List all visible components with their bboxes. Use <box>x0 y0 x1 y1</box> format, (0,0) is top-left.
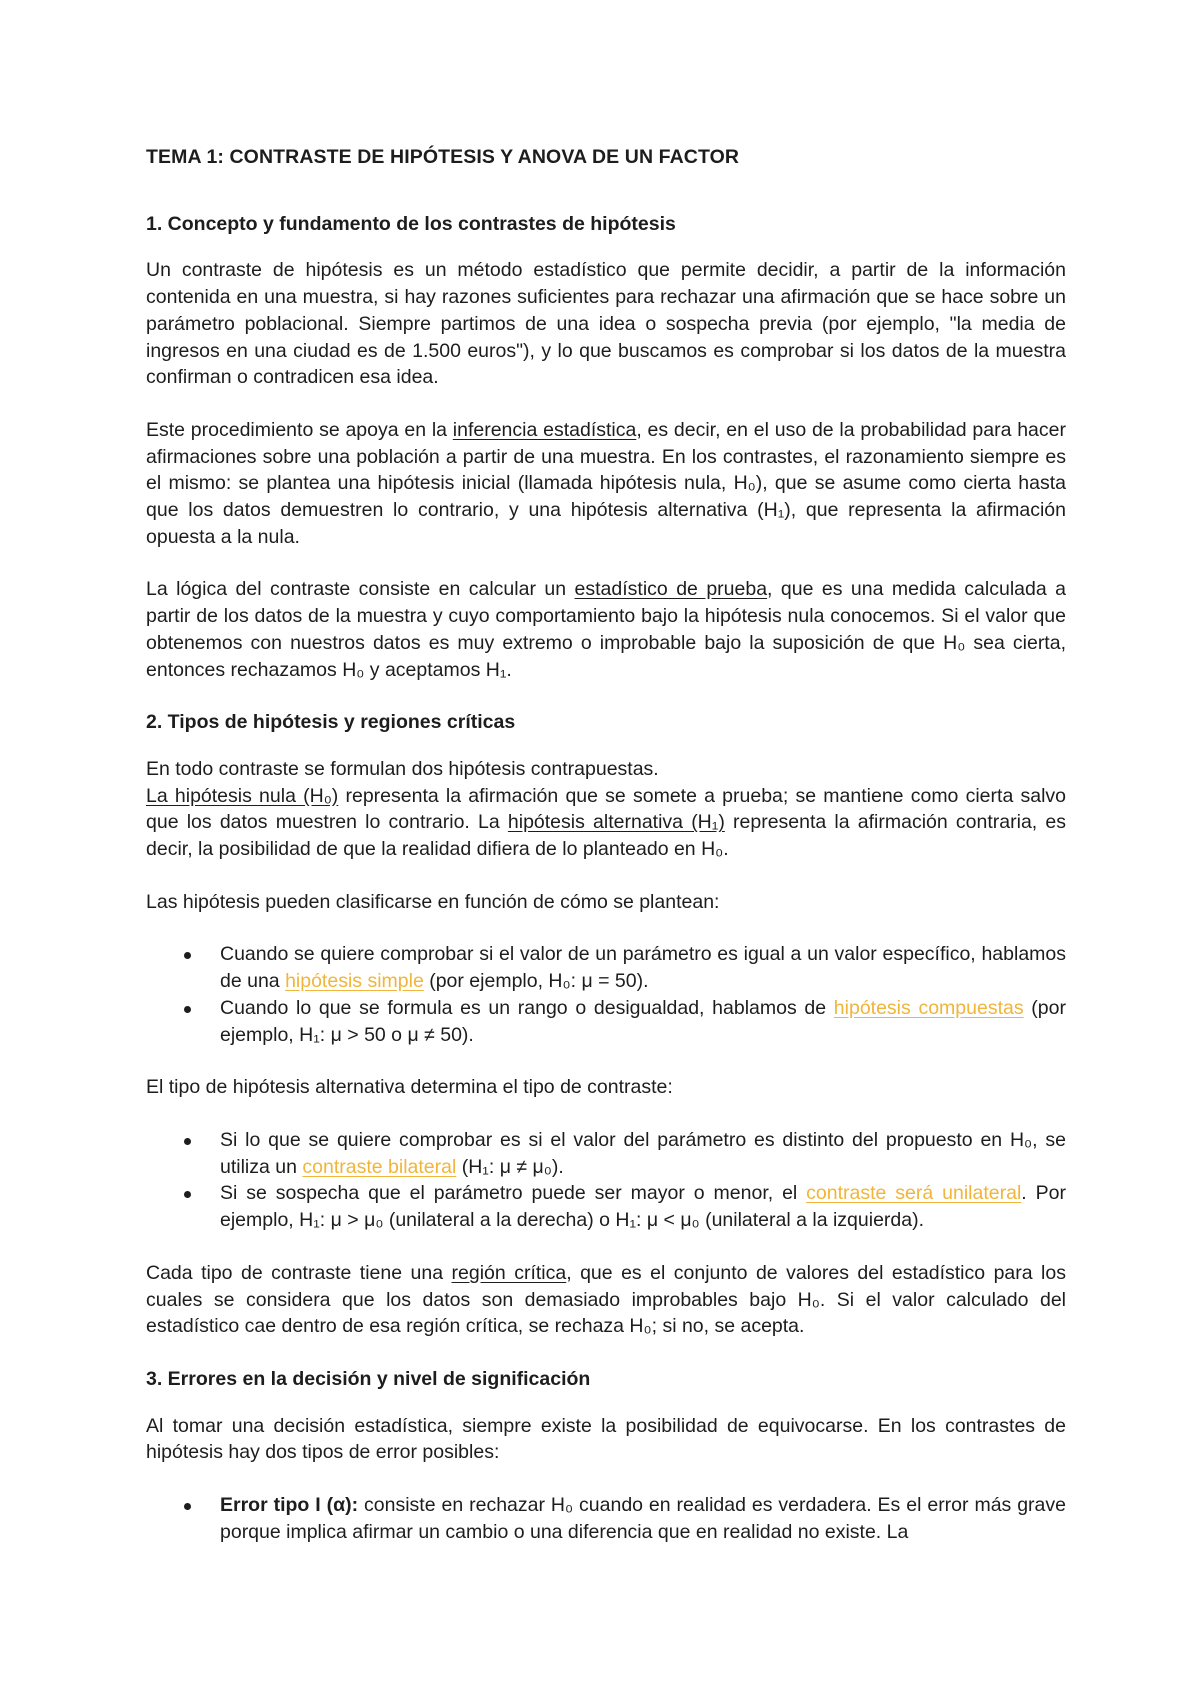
text-run: (por ejemplo, H₀: μ = 50). <box>423 970 649 993</box>
section-1-paragraph-1: Un contraste de hipótesis es un método estadístico que permite decidir, a partir de la información contenida en una muestra, si hay razones suficientes para rechazar una afirmación que se hace sobre un parámetro poblacional. Siempre partimos de una idea o sospecha previa (por ejemplo, "la media de ingresos en una ciudad es de 1.500 euros"), y lo que buscamos es comprobar si los datos de la muestra confirman o contradicen esa idea. <box>146 259 1066 389</box>
bullet-icon <box>184 1191 191 1198</box>
list-item <box>146 1180 1066 1233</box>
bullet-icon <box>184 1503 191 1510</box>
text-run: Este procedimiento se apoya en la <box>146 418 453 441</box>
section-2-paragraph-2 <box>146 783 1066 863</box>
list-item <box>146 1492 1066 1545</box>
text-run: representa la afirmación contraria, es decir, la posibilidad de que la realidad difiera de lo planteado en H₀. <box>146 811 1066 861</box>
section-2-paragraph-4: El tipo de hipótesis alternativa determina el tipo de contraste: <box>146 1076 673 1099</box>
text-run: Cuando se quiere comprobar si el valor de un parámetro es igual a un valor específico, hablamos de una <box>220 943 1066 993</box>
section-2-paragraph-3: Las hipótesis pueden clasificarse en función de cómo se plantean: <box>146 890 720 913</box>
section-2-paragraph-5 <box>146 1260 1066 1340</box>
term-hipotesis-alternativa: hipótesis alternativa (H₁) <box>507 811 725 834</box>
bullet-icon <box>184 952 191 959</box>
text-run: consiste en rechazar H₀ cuando en realidad es verdadera. Es el error más grave porque implica afirmar un cambio o una diferencia que en realidad no existe. La <box>220 1494 1066 1543</box>
text-run: (por ejemplo, H₁: μ > 50 o μ ≠ 50). <box>220 996 1066 1046</box>
text-run: Si se sospecha que el parámetro puede ser mayor o menor, el <box>220 1182 807 1205</box>
document-content <box>146 144 1066 1571</box>
section-1-paragraph-3 <box>146 576 1066 683</box>
text-run: , que es una medida calculada a partir de los datos de la muestra y cuyo comportamiento bajo la hipótesis nula conocemos. Si el valor que obtenemos con nuestros datos es muy extremo o improbable bajo la suposición de que H₀ sea cierta, entonces rechazamos H₀ y aceptamos H₁. <box>146 578 1066 681</box>
error-types-list <box>146 1492 1066 1545</box>
link-hipotesis-simple[interactable]: hipótesis simple <box>285 970 424 993</box>
error-type-label: Error tipo I (α): <box>220 1494 359 1517</box>
section-3-paragraph-1: Al tomar una decisión estadística, siempre existe la posibilidad de equivocarse. En los contrastes de hipótesis hay dos tipos de error posibles: <box>146 1414 1066 1464</box>
section-3-heading: 3. Errores en la decisión y nivel de significación <box>146 1367 591 1390</box>
section-1-heading: 1. Concepto y fundamento de los contrastes de hipótesis <box>146 212 676 235</box>
link-contraste-bilateral[interactable]: contraste bilateral <box>302 1155 457 1178</box>
text-run: , que es el conjunto de valores del estadístico para los cuales se considera que los datos son demasiado improbables bajo H₀. Si el valor calculado del estadístico cae dentro de esa región crítica, se rechaza H₀; si no, se acepta. <box>146 1261 1066 1338</box>
text-run: (H₁: μ ≠ μ₀). <box>456 1155 564 1178</box>
section-2-heading: 2. Tipos de hipótesis y regiones críticas <box>146 711 516 734</box>
bullet-icon <box>184 1138 191 1145</box>
section-1-paragraph-2 <box>146 417 1066 551</box>
document-title: TEMA 1: CONTRASTE DE HIPÓTESIS Y ANOVA DE UN FACTOR <box>146 146 740 168</box>
term-hipotesis-nula: La hipótesis nula (H₀) <box>146 784 339 807</box>
text-run: Cada tipo de contraste tiene una <box>146 1261 452 1284</box>
term-estadistico-de-prueba: estadístico de prueba <box>574 578 768 601</box>
bullet-icon <box>184 1006 191 1013</box>
text-run: Cuando lo que se formula es un rango o desigualdad, hablamos de <box>220 996 834 1019</box>
text-run: . Por ejemplo, H₁: μ > μ₀ (unilateral a la derecha) o H₁: μ < μ₀ (unilateral a la izquierda). <box>220 1182 1066 1232</box>
hypothesis-types-list <box>146 941 1066 1048</box>
text-run: La lógica del contraste consiste en calcular un <box>146 578 575 601</box>
list-item <box>146 995 1066 1048</box>
text-run: Si lo que se quiere comprobar es si el valor del parámetro es distinto del propuesto en H₀, se utiliza un <box>220 1128 1066 1178</box>
section-2-paragraph-1: En todo contraste se formulan dos hipótesis contrapuestas. <box>146 757 659 780</box>
link-contraste-unilateral[interactable]: contraste será unilateral <box>806 1182 1022 1205</box>
list-item <box>146 1127 1066 1180</box>
term-inferencia-estadistica: inferencia estadística <box>452 418 637 441</box>
contrast-types-list <box>146 1127 1066 1234</box>
text-run: representa la afirmación que se somete a prueba; se mantiene como cierta salvo que los datos muestren lo contrario. La <box>146 784 1067 834</box>
text-run: , es decir, en el uso de la probabilidad para hacer afirmaciones sobre una población a partir de una muestra. En los contrastes, el razonamiento siempre es el mismo: se plantea una hipótesis inicial (llamada hipótesis nula, H₀), que se asume como cierta hasta que los datos demuestren lo contrario, y una hipótesis alternativa (H₁), que representa la afirmación opuesta a la nula. <box>146 418 1066 548</box>
term-region-critica: región crítica <box>451 1261 567 1284</box>
list-item <box>146 941 1066 994</box>
link-hipotesis-compuestas[interactable]: hipótesis compuestas <box>833 996 1024 1019</box>
